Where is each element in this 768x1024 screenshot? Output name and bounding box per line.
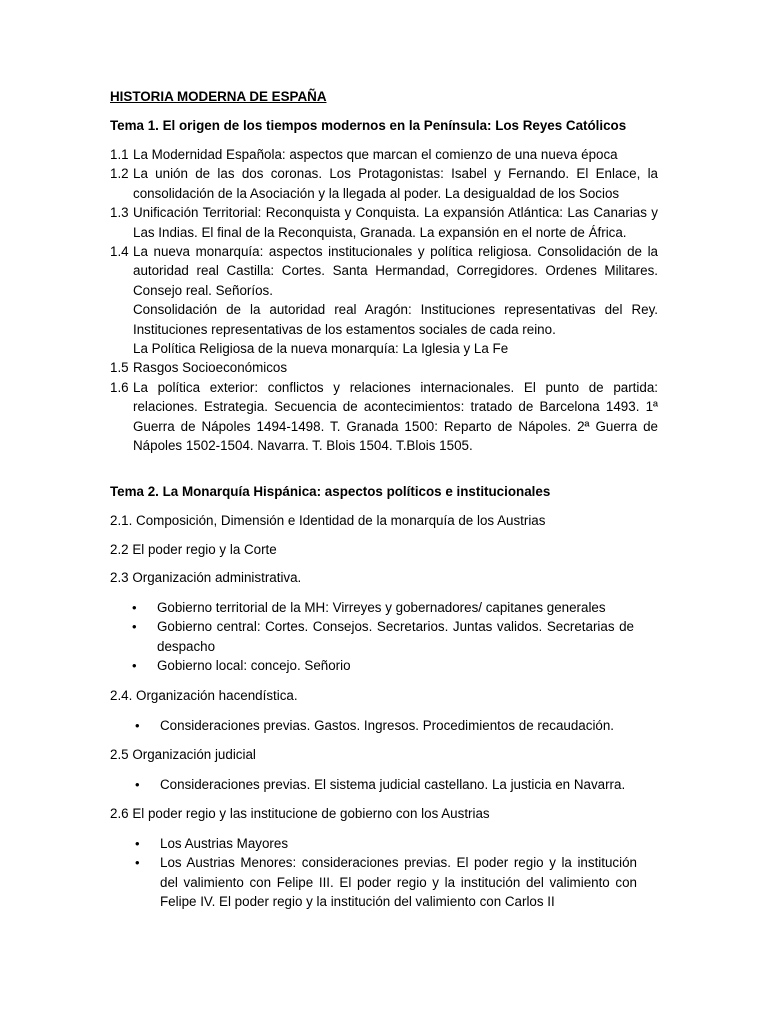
item-number: 1.1 (110, 147, 129, 162)
bullet-icon: • (135, 718, 140, 733)
section-2-4: 2.4. Organización hacendística. (110, 688, 298, 703)
section-2-6: 2.6 El poder regio y las institucione de gobierno con los Austrias (110, 806, 490, 821)
bullet-text: Gobierno central: Cortes. Consejos. Secretarios. Juntas validos. Secretarias de despacho (157, 619, 634, 654)
bullet-text: Los Austrias Menores: consideraciones previas. El poder regio y la institución del valimiento con Felipe III. El poder regio y la institución del valimiento con Felipe IV. El poder regio y la institución del valimiento con Carlos II (160, 855, 637, 910)
list-item (132, 617, 634, 656)
item-number: 1.3 (110, 205, 129, 221)
list-item (110, 145, 658, 164)
tema-1-heading: Tema 1. El origen de los tiempos modernos en la Península: Los Reyes Católicos (110, 118, 627, 133)
section-2-2: 2.2 El poder regio y la Corte (110, 542, 277, 557)
tema-1-list (110, 145, 658, 456)
list-item (110, 203, 658, 242)
list-item (135, 716, 637, 735)
list-item (110, 378, 658, 456)
bullet-icon: • (132, 619, 137, 635)
item-number: 1.6 (110, 379, 129, 395)
bullet-text: Gobierno territorial de la MH: Virreyes y gobernadores/ capitanes generales (157, 600, 606, 615)
bullet-text: Consideraciones previas. Gastos. Ingresos. Procedimientos de recaudación. (160, 718, 615, 733)
list-item (135, 775, 637, 794)
tema-2-heading: Tema 2. La Monarquía Hispánica: aspectos políticos e institucionales (110, 484, 551, 499)
list-item (110, 242, 658, 358)
section-2-3: 2.3 Organización administrativa. (110, 570, 302, 585)
section-2-5-bullets (135, 775, 637, 794)
bullet-icon: • (135, 855, 140, 871)
item-text: La política exterior: conflictos y relaciones internacionales. El punto de partida: relaciones. Estrategia. Secuencia de acontecimientos: tratado de Barcelona 1493. 1ª Guerra de Nápoles 1494-1498. T. Granada 1500: Reparto de Nápoles. 2ª Guerra de Nápoles 1502-1504. Navarra. T. Blois 1504. T.Blois 1505. (133, 379, 658, 454)
section-2-6-bullets (135, 834, 637, 912)
section-2-5: 2.5 Organización judicial (110, 747, 256, 762)
bullet-icon: • (135, 777, 140, 792)
bullet-text: Los Austrias Mayores (160, 836, 289, 851)
bullet-icon: • (132, 600, 137, 615)
section-2-4-bullets (135, 716, 637, 735)
section-2-3-bullets (132, 598, 634, 676)
item-text: Unificación Territorial: Reconquista y Conquista. La expansión Atlántica: Las Canarias y Las Indias. El final de la Reconquista, Granada. La expansión en el norte de África. (133, 205, 658, 240)
item-number: 1.2 (110, 166, 129, 182)
document-title: HISTORIA MODERNA DE ESPAÑA (110, 89, 327, 104)
bullet-text: Consideraciones previas. El sistema judicial castellano. La justicia en Navarra. (160, 777, 626, 792)
list-item (132, 656, 634, 675)
list-item (135, 853, 637, 911)
list-item (110, 358, 658, 377)
section-2-1: 2.1. Composición, Dimensión e Identidad de la monarquía de los Austrias (110, 513, 546, 528)
bullet-text: Gobierno local: concejo. Señorio (157, 658, 351, 674)
item-text: La Modernidad Española: aspectos que marcan el comienzo de una nueva época (133, 147, 618, 162)
item-number: 1.5 (110, 360, 129, 376)
list-item (132, 598, 634, 617)
item-subparagraph: Consolidación de la autoridad real Aragón: Instituciones representativas del Rey. Instituciones representativas de los estamentos sociales de cada reino. (133, 302, 658, 337)
item-text: Rasgos Socioeconómicos (133, 360, 288, 376)
item-subparagraph: La Política Religiosa de la nueva monarquía: La Iglesia y La Fe (133, 341, 509, 357)
item-text: La nueva monarquía: aspectos institucionales y política religiosa. Consolidación de la autoridad real Castilla: Cortes. Santa Hermandad, Corregidores. Ordenes Militares. Consejo real. Señoríos. (133, 244, 658, 298)
list-item (135, 834, 637, 853)
bullet-icon: • (132, 658, 137, 674)
item-number: 1.4 (110, 244, 129, 260)
list-item (110, 164, 658, 203)
item-text: La unión de las dos coronas. Los Protagonistas: Isabel y Fernando. El Enlace, la consolidación de la Asociación y la llegada al poder. La desigualdad de los Socios (133, 166, 658, 201)
bullet-icon: • (135, 836, 140, 851)
